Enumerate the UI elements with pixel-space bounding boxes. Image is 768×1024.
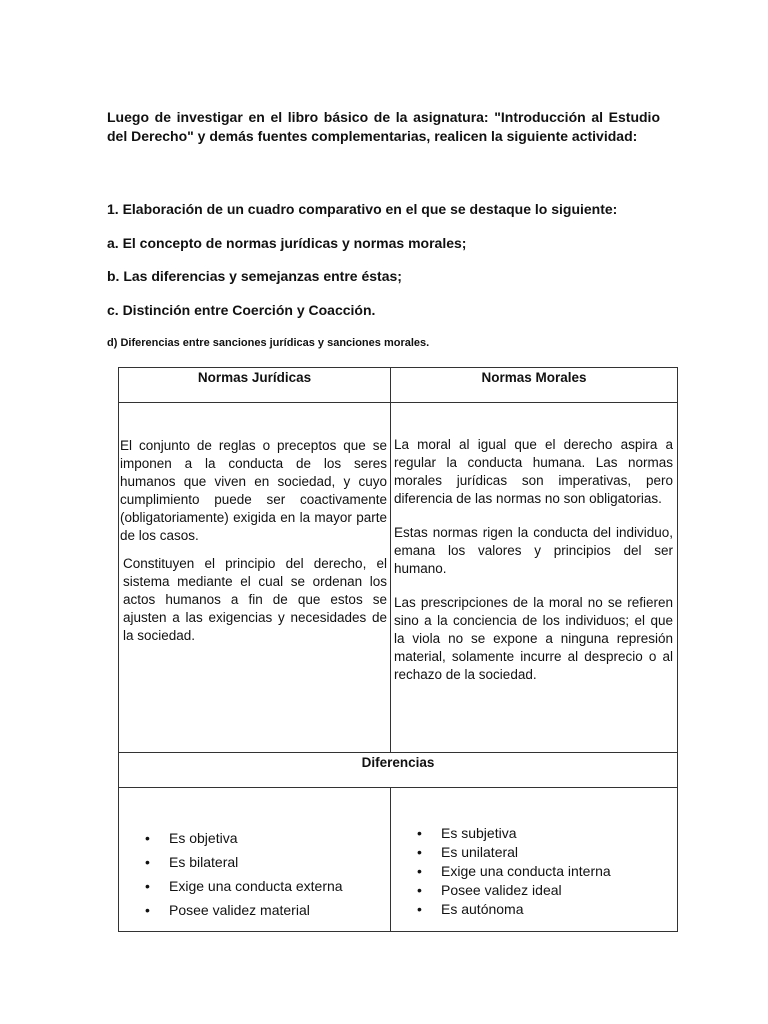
item-a: a. El concepto de normas jurídicas y normas morales; bbox=[107, 235, 467, 251]
item-d: d) Diferencias entre sanciones jurídicas y sanciones morales. bbox=[107, 337, 430, 349]
list-item: • Es objetiva bbox=[119, 826, 390, 850]
comparison-table bbox=[118, 367, 678, 932]
morales-paragraph: La moral al igual que el derecho aspira a regular la conducta humana. Las normas morales jurídicas son imperativas, pero diferencia de las normas no son obligatorias. bbox=[394, 437, 673, 506]
diferencias-juridicas-list bbox=[119, 826, 390, 922]
header-normas-morales: Normas Morales bbox=[391, 368, 678, 403]
list-item: • Posee validez material bbox=[119, 898, 390, 922]
intro-paragraph: Luego de investigar en el libro básico de la asignatura: "Introducción al Estudio del Derecho" y demás fuentes complementarias, realicen la siguiente actividad: bbox=[107, 109, 660, 144]
cell-juridicas-concepto bbox=[119, 403, 391, 753]
item-1: 1. Elaboración de un cuadro comparativo en el que se destaque lo siguiente: bbox=[107, 201, 618, 217]
cell-morales-concepto bbox=[391, 403, 678, 753]
list-item: • Es autónoma bbox=[391, 900, 677, 919]
list-item: • Exige una conducta externa bbox=[119, 874, 390, 898]
list-item: • Es bilateral bbox=[119, 850, 390, 874]
list-item: • Posee validez ideal bbox=[391, 881, 677, 900]
item-b: b. Las diferencias y semejanzas entre éstas; bbox=[107, 268, 402, 284]
cell-diferencias-juridicas bbox=[119, 788, 391, 932]
juridicas-paragraph: El conjunto de reglas o preceptos que se imponen a la conducta de los seres humanos que viven en sociedad, y cuyo cumplimiento puede ser coactivamente (obligatoriamente) exigida en la mayor parte de los casos. bbox=[120, 438, 387, 543]
morales-paragraph: Las prescripciones de la moral no se refieren sino a la conciencia de los individuos; el que la viola no se expone a ninguna represión material, solamente incurre al desprecio o al rechazo de la sociedad. bbox=[394, 595, 673, 682]
juridicas-paragraph: Constituyen el principio del derecho, el sistema mediante el cual se ordenan los actos humanos a fin de que estos se ajusten a las exigencias y necesidades de la sociedad. bbox=[123, 556, 387, 643]
header-normas-juridicas: Normas Jurídicas bbox=[119, 368, 391, 403]
list-item: • Exige una conducta interna bbox=[391, 862, 677, 881]
item-c: c. Distinción entre Coerción y Coacción. bbox=[107, 302, 376, 318]
list-item: • Es unilateral bbox=[391, 843, 677, 862]
diferencias-morales-list bbox=[391, 824, 677, 919]
morales-paragraph: Estas normas rigen la conducta del individuo, emana los valores y principios del ser humano. bbox=[394, 525, 673, 576]
header-diferencias: Diferencias bbox=[119, 753, 678, 788]
cell-diferencias-morales bbox=[391, 788, 678, 932]
list-item: • Es subjetiva bbox=[391, 824, 677, 843]
